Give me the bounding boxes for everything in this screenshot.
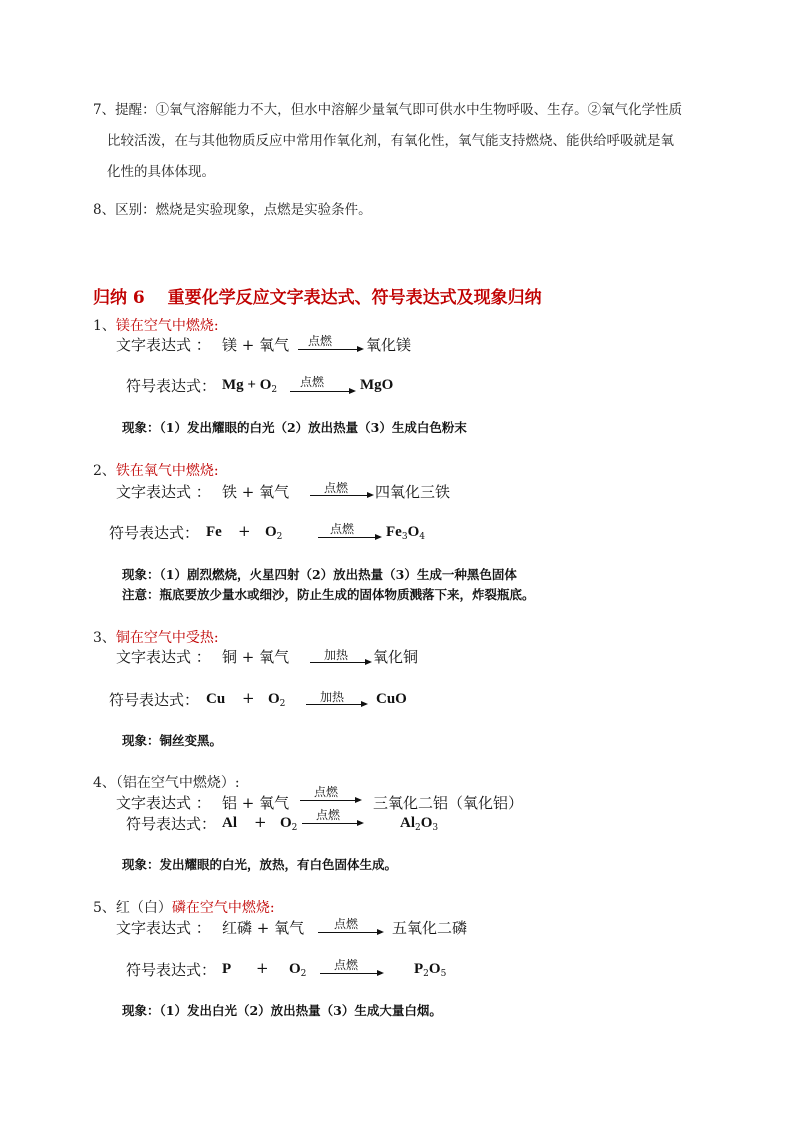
reaction-2-sub-3: 3 [401, 532, 408, 542]
reaction-3-obs-label: 现象： [122, 733, 160, 748]
reaction-2-sym-plus: + [238, 522, 251, 540]
reaction-4-sym-arrow-icon [302, 823, 362, 824]
reaction-2-sym-arrow-icon [318, 537, 380, 538]
reaction-2-word-product: 四氧化三铁 [375, 483, 451, 501]
reaction-3-obs-text: 铜丝变黑。 [159, 733, 223, 748]
reaction-5-title [93, 897, 275, 917]
reaction-5-sym-product-text: P [414, 961, 424, 977]
reaction-5-observation [122, 1001, 442, 1019]
reaction-3-sym-product-text: CuO [376, 691, 407, 707]
reaction-4-sym-product: $Al_2O_3$ [400, 815, 439, 833]
reaction-2-num: 2、 [93, 463, 116, 479]
reaction-1-sym-reactants [222, 375, 277, 395]
reaction-2-obs-text: （1）剧烈燃烧，火星四射（2）放出热量（3）生成一种黑色固体 [159, 567, 517, 582]
reaction-3-sym-product [376, 689, 407, 708]
reaction-5-sub-2: 2 [423, 969, 429, 979]
reaction-3-title-text: 铜在空气中受热: [115, 630, 219, 646]
reaction-1-title [93, 315, 219, 335]
reaction-5-sub-5: 5 [440, 969, 447, 979]
reaction-4-obs-text: 发出耀眼的白光，放热，有白色固体生成。 [159, 857, 398, 872]
reaction-1-num: 1、 [93, 318, 116, 334]
reaction-3-sym-condition: 加热 [320, 690, 345, 704]
note-7-line-3: 化性的具体体现。 [107, 164, 215, 180]
reaction-2-sym-b-text: O [265, 524, 277, 540]
reaction-3-word-label: 文字表达式 ： [116, 648, 211, 666]
reaction-5-title-prefix: 红（白） [115, 900, 172, 916]
reaction-4-word-arrow-icon [300, 800, 360, 801]
reaction-4-sym-label: 符号表达式： [126, 815, 217, 833]
reaction-5-word-label: 文字表达式 ： [116, 919, 211, 937]
reaction-2-word-reactants: 铁 + 氧气 [222, 483, 290, 501]
reaction-3-sub-b: 2 [279, 699, 286, 709]
reaction-1-sym-product-text: MgO [360, 377, 394, 393]
reaction-3-title [93, 627, 219, 647]
reaction-3-sym-plus: + [242, 689, 255, 707]
reaction-2-sym-b [265, 522, 282, 542]
reaction-1-sym-reactants-text: Mg + O [222, 377, 272, 393]
reaction-4-sym-a [222, 813, 237, 832]
reaction-4-title-text: （铝在空气中燃烧）: [115, 775, 240, 791]
reaction-5-sym-b [289, 959, 306, 979]
reaction-2-note-label: 注意： [122, 587, 160, 602]
reaction-2-title [93, 460, 219, 480]
reaction-1-word-label: 文字表达式 ： [116, 336, 211, 354]
reaction-1-word-product: 氧化镁 [366, 336, 412, 354]
reaction-1-title-text: 镁在空气中燃烧: [115, 318, 219, 334]
reaction-3-word-arrow-icon [310, 662, 370, 663]
reaction-4-num: 4、 [93, 775, 116, 791]
reaction-3-sym-a [206, 689, 225, 708]
reaction-5-sym-product: $P_2O_5$ [414, 961, 447, 979]
reaction-4-word-product: 三氧化二铝（氧化铝） [373, 794, 524, 812]
section-heading: 归纳 6 重要化学反应文字表达式、符号表达式及现象归纳 [93, 288, 542, 308]
reaction-4-sym-b [280, 813, 297, 833]
reaction-5-num: 5、 [93, 900, 116, 916]
reaction-4-word-label: 文字表达式 ： [116, 794, 211, 812]
reaction-1-sym-label: 符号表达式： [126, 377, 217, 395]
reaction-5-obs-label: 现象： [122, 1003, 160, 1018]
reaction-2-sym-product: $Fe_3O_4$ [386, 524, 425, 542]
reaction-1-word-reactants: 镁 + 氧气 [222, 336, 290, 354]
reaction-2-sym-a [206, 522, 222, 541]
reaction-4-sym-product-text: Al [400, 815, 415, 831]
reaction-3-sym-label: 符号表达式： [109, 691, 200, 709]
reaction-3-num: 3、 [93, 630, 116, 646]
reaction-4-sub-3: 3 [432, 823, 439, 833]
reaction-4-sub-b: 2 [291, 823, 298, 833]
reaction-1-obs-label: 现象： [122, 420, 160, 435]
reaction-4-word-condition: 点燃 [314, 785, 339, 799]
reaction-1-observation [122, 418, 467, 436]
reaction-3-sym-b-text: O [268, 691, 280, 707]
reaction-2-observation [122, 565, 517, 583]
reaction-2-word-condition: 点燃 [324, 481, 349, 495]
reaction-5-sym-arrow-icon [320, 973, 382, 974]
reaction-5-sym-a [222, 959, 231, 978]
reaction-4-observation [122, 855, 397, 873]
reaction-1-sym-arrow-icon [290, 391, 354, 392]
reaction-2-obs-label: 现象： [122, 567, 160, 582]
reaction-3-observation [122, 731, 222, 749]
reaction-5-sub-b: 2 [300, 969, 307, 979]
reaction-4-sym-plus: + [254, 813, 267, 831]
reaction-5-sym-condition: 点燃 [334, 958, 359, 972]
reaction-4-obs-label: 现象： [122, 857, 160, 872]
reaction-2-sub-b: 2 [276, 532, 283, 542]
reaction-3-word-reactants: 铜 + 氧气 [222, 648, 290, 666]
reaction-5-word-condition: 点燃 [334, 917, 359, 931]
reaction-4-title [93, 772, 240, 792]
reaction-2-word-label: 文字表达式 ： [116, 483, 211, 501]
reaction-3-word-condition: 加热 [324, 648, 349, 662]
reaction-2-note [122, 585, 535, 603]
reaction-5-sym-label: 符号表达式： [126, 961, 217, 979]
reaction-5-sym-a-text: P [222, 961, 232, 977]
reaction-4-sym-a-text: Al [222, 815, 237, 831]
reaction-2-sub-4: 4 [419, 532, 425, 542]
reaction-1-sym-product [360, 375, 393, 394]
reaction-3-sym-a-text: Cu [206, 691, 226, 707]
reaction-5-word-arrow-icon [318, 932, 382, 933]
reaction-1-sym-condition: 点燃 [300, 375, 325, 389]
reaction-4-sub-2: 2 [415, 823, 421, 833]
reaction-5-word-reactants: 红磷 + 氧气 [222, 919, 305, 937]
note-7-line-1: 7、提醒：①氧气溶解能力不大，但水中溶解少量氧气即可供水中生物呼吸、生存。②氧气化学性质 [93, 102, 683, 118]
reaction-2-word-arrow-icon [310, 495, 372, 496]
reaction-2-sym-label: 符号表达式： [109, 524, 200, 542]
reaction-3-sym-b [268, 689, 285, 709]
reaction-2-note-text: 瓶底要放少量水或细沙，防止生成的固体物质溅落下来，炸裂瓶底。 [159, 587, 535, 602]
reaction-1-word-condition: 点燃 [308, 334, 333, 348]
reaction-1-word-arrow-icon [298, 349, 362, 350]
note-8: 8、区别：燃烧是实验现象，点燃是实验条件。 [93, 202, 372, 218]
reaction-3-word-product: 氧化铜 [373, 648, 419, 666]
note-7-line-2: 比较活泼，在与其他物质反应中常用作氧化剂，有氧化性，氧气能支持燃烧、能供给呼吸就是氧 [107, 133, 674, 149]
reaction-4-word-reactants: 铝 + 氧气 [222, 794, 290, 812]
reaction-5-sym-b-text: O [289, 961, 301, 977]
reaction-5-sym-plus: + [256, 959, 269, 977]
reaction-2-sym-product-text: Fe [386, 524, 402, 540]
reaction-1-sub: 2 [271, 385, 278, 395]
reaction-4-sym-b-text: O [280, 815, 292, 831]
reaction-1-obs-text: （1）发出耀眼的白光（2）放出热量（3）生成白色粉末 [159, 420, 467, 435]
reaction-5-word-product: 五氧化二磷 [392, 919, 468, 937]
reaction-2-sym-condition: 点燃 [330, 522, 355, 536]
reaction-5-obs-text: （1）发出白光（2）放出热量（3）生成大量白烟。 [159, 1003, 442, 1018]
reaction-2-sym-a-text: Fe [206, 524, 222, 540]
reaction-2-title-text: 铁在氧气中燃烧: [115, 463, 219, 479]
reaction-5-title-text: 磷在空气中燃烧: [171, 900, 275, 916]
reaction-3-sym-arrow-icon [306, 704, 366, 705]
reaction-4-sym-condition: 点燃 [316, 808, 341, 822]
